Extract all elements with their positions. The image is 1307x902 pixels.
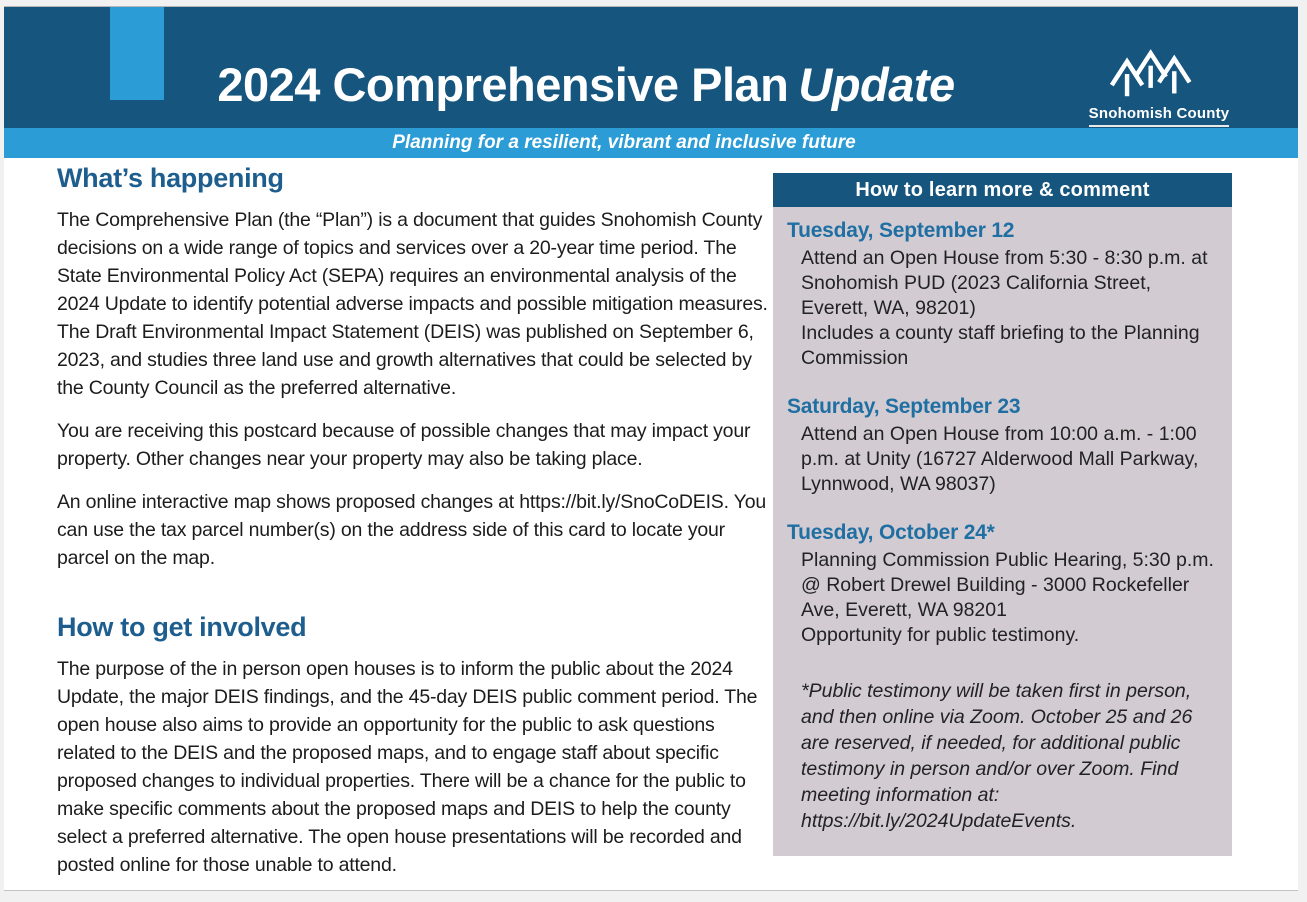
event-line: Opportunity for public testimony. (801, 624, 1080, 646)
section-heading: What’s happening (57, 163, 284, 193)
paragraph: The Comprehensive Plan (the “Plan”) is a document that guides Snohomish County decisions on a wide range of topics and services over a 20-year time period. The State Environmental Policy Act (SEPA) requires an environmental analysis of the 2024 Update to identify potential adverse impacts and possible mitigation measures. The Draft Environmental Impact Statement (DEIS) was published on September 6, 2023, and studies three land use and growth alternatives that could be selected by the County Council as the preferred alternative. (57, 209, 768, 399)
event-date: Tuesday, September 12 (787, 219, 1015, 242)
paragraph: The purpose of the in person open houses is to inform the public about the 2024 Update, the major DEIS findings, and the 45-day DEIS public comment period. The open house also aims to provide an opportunity for the public to ask questions related to the DEIS and the proposed maps, and to engage staff about specific proposed changes to individual properties. There will be a chance for the public to make specific comments about the proposed maps and DEIS to help the county select a preferred alternative. The open house presentations will be recorded and posted online for those unable to attend. (57, 658, 758, 876)
section-heading: How to get involved (57, 612, 307, 642)
public-testimony-footnote: *Public testimony will be taken first in person, and then online via Zoom. October 25 and 26 are reserved, if needed, for additional public testimony in person and/or over Zoom. Find meeting information at: https://bit.ly/2024UpdateEvents. (801, 680, 1193, 832)
section-whats-happening (57, 163, 771, 572)
sidebar-title: How to learn more & comment (855, 178, 1150, 201)
tagline-text: Planning for a resilient, vibrant and inclusive future (392, 132, 856, 153)
section-how-to-get-involved (57, 612, 771, 879)
header-banner (4, 7, 1298, 128)
county-logo (1074, 49, 1244, 127)
sidebar-body (773, 207, 1232, 856)
event-details (801, 246, 1216, 371)
page-title-emphasis: Update (798, 58, 955, 111)
paragraph: An online interactive map shows proposed changes at https://bit.ly/SnoCoDEIS. You can use the tax parcel number(s) on the address side of this card to locate your parcel on the map. (57, 491, 766, 569)
sidebar-header (773, 173, 1232, 207)
event-line: Attend an Open House from 10:00 a.m. - 1:00 p.m. at Unity (16727 Alderwood Mall Parkway, Lynnwood, WA 98037) (801, 423, 1199, 495)
accent-rectangle (110, 7, 164, 100)
event-details (801, 548, 1216, 648)
event-october-24 (787, 521, 1216, 648)
event-line: Attend an Open House from 5:30 - 8:30 p.m. at Snohomish PUD (2023 California Street, Everett, WA, 98201) (801, 247, 1208, 319)
main-content (57, 163, 771, 894)
events-sidebar (773, 173, 1232, 856)
tagline-banner (4, 128, 1298, 158)
event-september-12 (787, 219, 1216, 371)
mountain-peaks-icon (1109, 49, 1209, 99)
event-line: Includes a county staff briefing to the Planning Commission (801, 322, 1200, 369)
page-title (164, 57, 1008, 112)
event-line: Planning Commission Public Hearing, 5:30 p.m. @ Robert Drewel Building - 3000 Rockefeller Ave, Everett, WA 98201 (801, 549, 1214, 621)
paragraph: You are receiving this postcard because of possible changes that may impact your property. Other changes near your property may also be taking place. (57, 420, 751, 470)
event-september-23 (787, 395, 1216, 497)
document-page (4, 6, 1298, 891)
logo-label: Snohomish County (1089, 105, 1230, 127)
event-date: Saturday, September 23 (787, 395, 1021, 418)
event-date: Tuesday, October 24* (787, 521, 995, 544)
page-title-text: 2024 Comprehensive Plan (217, 58, 789, 111)
event-details (801, 422, 1216, 497)
